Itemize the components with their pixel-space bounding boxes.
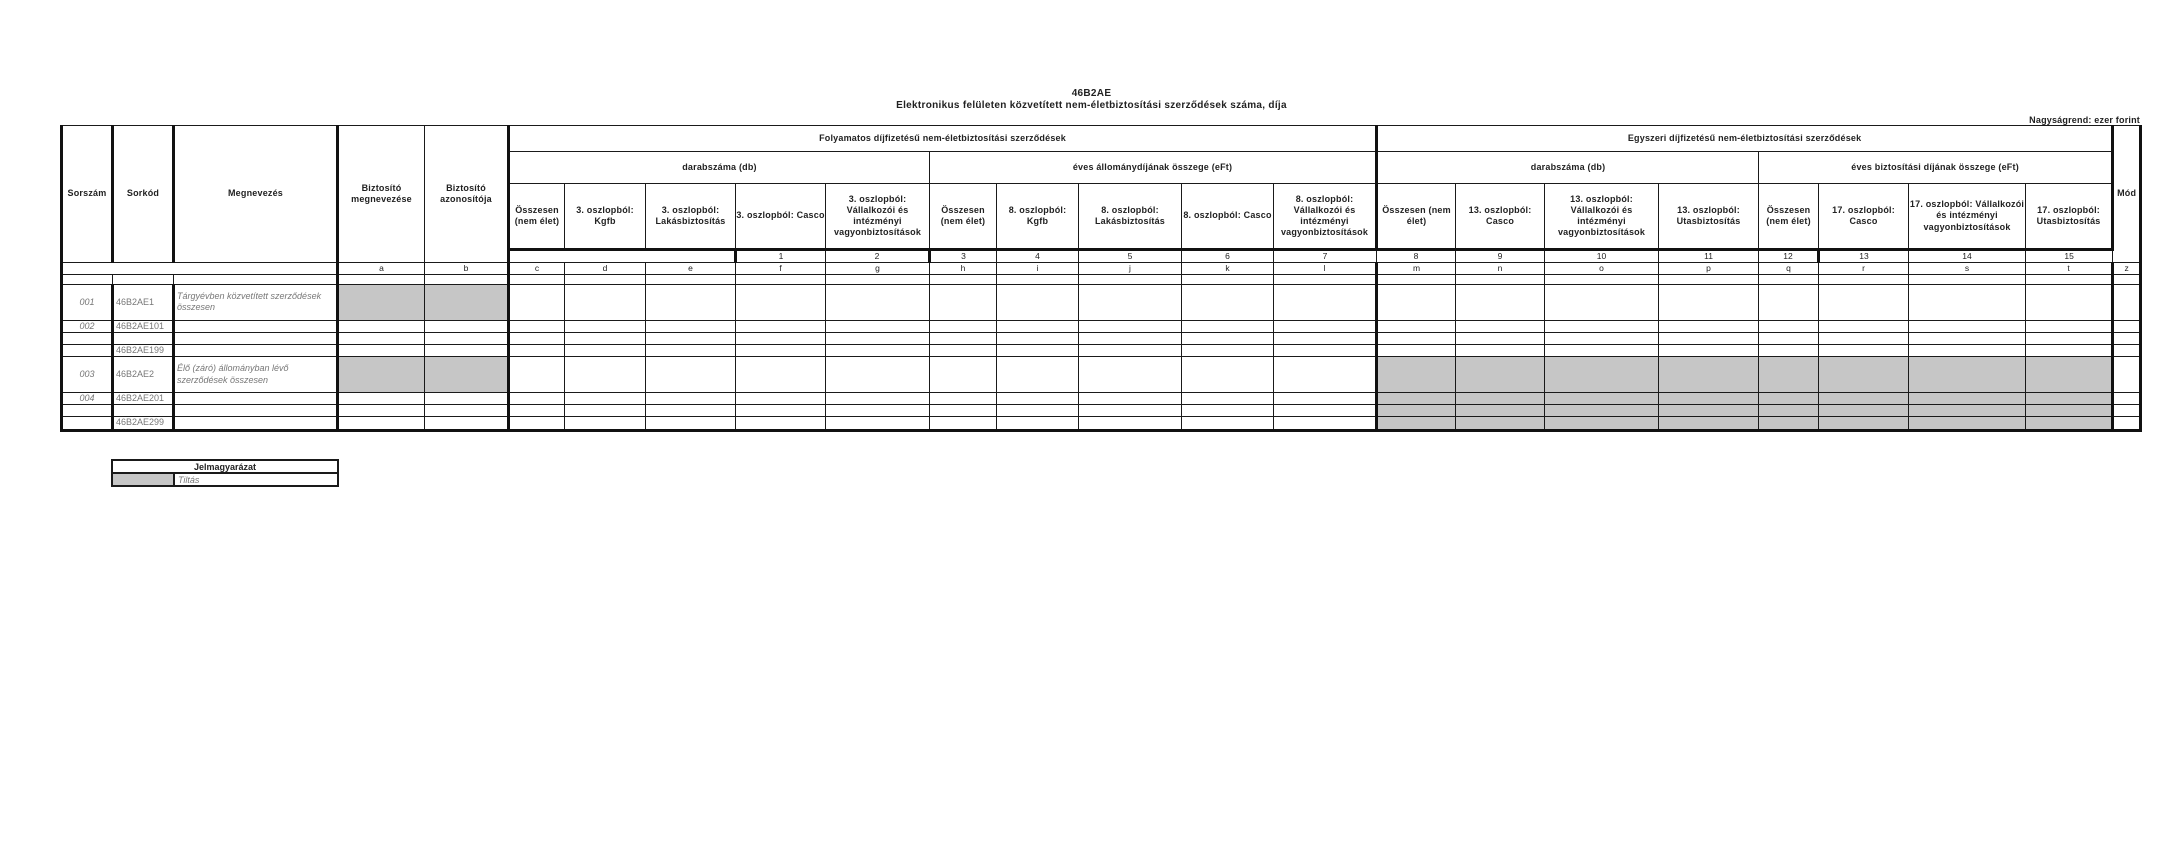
form-code: 46B2AE xyxy=(1071,88,1112,99)
form-title: Elektronikus felületen közvetített nem-életbiztosítási szerződések száma, díja xyxy=(896,100,1287,111)
data-cell xyxy=(1456,393,1545,405)
data-cell[interactable] xyxy=(1759,332,1819,344)
data-cell[interactable] xyxy=(509,417,565,430)
data-cell[interactable] xyxy=(1377,344,1456,356)
data-cell[interactable] xyxy=(509,393,565,405)
row-name xyxy=(174,320,338,332)
column-letter: q xyxy=(1759,262,1819,274)
data-cell[interactable] xyxy=(1545,284,1659,320)
data-cell[interactable] xyxy=(826,405,930,417)
data-cell xyxy=(1909,417,2026,430)
unit-note: Nagyságrend: ezer forint xyxy=(2029,115,2140,125)
data-cell[interactable] xyxy=(1819,344,1909,356)
data-cell[interactable] xyxy=(1274,405,1377,417)
column-letter: f xyxy=(736,262,826,274)
row-name xyxy=(174,332,338,344)
column-number: 8 xyxy=(1377,250,1456,263)
row-code: 46B2AE199 xyxy=(113,344,174,356)
column-header: 13. oszlopból: Vállalkozói és intézményi vagyonbiztosítások xyxy=(1545,184,1659,250)
column-letter: g xyxy=(826,262,930,274)
column-number: 1 xyxy=(736,250,826,263)
data-cell xyxy=(1659,405,1759,417)
column-letter: h xyxy=(930,262,997,274)
column-header: Összesen (nem élet) xyxy=(509,184,565,250)
data-cell[interactable] xyxy=(826,344,930,356)
column-number: 7 xyxy=(1274,250,1377,263)
column-letter: m xyxy=(1377,262,1456,274)
column-header: 8. oszlopból: Vállalkozói és intézményi vagyonbiztosítások xyxy=(1274,184,1377,250)
data-cell[interactable] xyxy=(2026,344,2113,356)
data-cell[interactable] xyxy=(2026,332,2113,344)
cell-biztosito-azonositoja[interactable] xyxy=(425,344,509,356)
data-cell[interactable] xyxy=(1456,320,1545,332)
table-row xyxy=(62,417,2141,430)
header-sub-allomanydij: éves állománydíjának összege (eFt) xyxy=(930,152,1377,184)
header-group-egyszeri: Egyszeri díjfizetésű nem-életbiztosítási szerződések xyxy=(1377,126,2113,152)
data-cell[interactable] xyxy=(1909,284,2026,320)
data-cell[interactable] xyxy=(1079,357,1182,393)
column-letter: j xyxy=(1079,262,1182,274)
data-cell xyxy=(1759,405,1819,417)
data-cell[interactable] xyxy=(736,332,826,344)
row-name xyxy=(174,393,338,405)
row-name: Élő (záró) állományban lévő szerződések összesen xyxy=(174,357,338,393)
column-letter: t xyxy=(2026,262,2113,274)
data-cell[interactable] xyxy=(509,344,565,356)
data-cell[interactable] xyxy=(1182,357,1274,393)
data-cell[interactable] xyxy=(997,357,1079,393)
column-number: 14 xyxy=(1909,250,2026,263)
data-cell[interactable] xyxy=(1079,320,1182,332)
data-cell xyxy=(1456,405,1545,417)
data-cell[interactable] xyxy=(826,320,930,332)
column-letter: s xyxy=(1909,262,2026,274)
header-sorkod: Sorkód xyxy=(113,126,174,263)
data-cell[interactable] xyxy=(1456,332,1545,344)
column-letter: b xyxy=(425,262,509,274)
data-cell[interactable] xyxy=(2026,284,2113,320)
data-cell xyxy=(1759,393,1819,405)
data-cell[interactable] xyxy=(1545,320,1659,332)
row-code xyxy=(113,332,174,344)
data-cell[interactable] xyxy=(1182,405,1274,417)
cell-biztosito-megnevezese xyxy=(338,357,425,393)
data-cell[interactable] xyxy=(1759,284,1819,320)
data-cell[interactable] xyxy=(997,284,1079,320)
column-header: 13. oszlopból: Casco xyxy=(1456,184,1545,250)
data-cell[interactable] xyxy=(930,332,997,344)
data-cell[interactable] xyxy=(646,344,736,356)
data-cell[interactable] xyxy=(826,393,930,405)
cell-biztosito-megnevezese[interactable] xyxy=(338,320,425,332)
column-letter: n xyxy=(1456,262,1545,274)
data-cell[interactable] xyxy=(509,284,565,320)
column-header: 3. oszlopból: Kgfb xyxy=(565,184,646,250)
data-cell xyxy=(1659,357,1759,393)
column-number: 11 xyxy=(1659,250,1759,263)
column-letter: l xyxy=(1274,262,1377,274)
data-cell[interactable] xyxy=(1909,320,2026,332)
data-cell xyxy=(1456,357,1545,393)
data-cell[interactable] xyxy=(509,357,565,393)
data-cell[interactable] xyxy=(1079,393,1182,405)
data-cell[interactable] xyxy=(930,357,997,393)
data-cell[interactable] xyxy=(1274,284,1377,320)
column-number: 10 xyxy=(1545,250,1659,263)
table-row xyxy=(62,332,2141,344)
row-number xyxy=(62,417,113,430)
cell-biztosito-azonositoja[interactable] xyxy=(425,320,509,332)
data-cell[interactable] xyxy=(646,405,736,417)
data-cell xyxy=(1545,393,1659,405)
row-number: 002 xyxy=(62,320,113,332)
column-letter: z xyxy=(2113,262,2141,274)
data-cell[interactable] xyxy=(646,417,736,430)
data-cell[interactable] xyxy=(930,417,997,430)
row-number xyxy=(62,405,113,417)
cell-biztosito-azonositoja[interactable] xyxy=(425,405,509,417)
header-biztosito-azonositoja: Biztosító azonosítója xyxy=(425,126,509,263)
data-cell[interactable] xyxy=(1819,320,1909,332)
data-cell[interactable] xyxy=(646,320,736,332)
data-cell xyxy=(1456,417,1545,430)
column-number: 6 xyxy=(1182,250,1274,263)
row-code: 46B2AE201 xyxy=(113,393,174,405)
column-header: 17. oszlopból: Utasbiztosítás xyxy=(2026,184,2113,250)
header-mod: Mód xyxy=(2113,126,2141,263)
legend-swatch xyxy=(112,473,174,486)
data-cell[interactable] xyxy=(1182,393,1274,405)
column-header: 8. oszlopból: Lakásbiztosítás xyxy=(1079,184,1182,250)
row-code: 46B2AE1 xyxy=(113,284,174,320)
data-cell[interactable] xyxy=(646,332,736,344)
data-cell[interactable] xyxy=(1377,332,1456,344)
legend xyxy=(111,459,339,487)
row-number: 001 xyxy=(62,284,113,320)
data-cell[interactable] xyxy=(1819,284,1909,320)
column-letter: o xyxy=(1545,262,1659,274)
data-cell xyxy=(2026,405,2113,417)
data-cell[interactable] xyxy=(1182,332,1274,344)
cell-mod[interactable] xyxy=(2113,405,2141,417)
header-group-folyamatos: Folyamatos díjfizetésű nem-életbiztosítási szerződések xyxy=(509,126,1377,152)
cell-biztosito-azonositoja xyxy=(425,357,509,393)
data-cell[interactable] xyxy=(1909,344,2026,356)
row-name xyxy=(174,417,338,430)
data-cell[interactable] xyxy=(736,405,826,417)
row-number: 004 xyxy=(62,393,113,405)
data-cell xyxy=(1545,357,1659,393)
legend-title: Jelmagyarázat xyxy=(112,460,338,473)
table-row xyxy=(62,344,2141,356)
data-cell[interactable] xyxy=(509,332,565,344)
data-cell xyxy=(1759,357,1819,393)
cell-mod[interactable] xyxy=(2113,284,2141,320)
data-cell[interactable] xyxy=(736,357,826,393)
table-row xyxy=(62,320,2141,332)
data-cell[interactable] xyxy=(1274,332,1377,344)
header-sub-darabszam-1: darabszáma (db) xyxy=(509,152,930,184)
data-cell[interactable] xyxy=(826,332,930,344)
row-name xyxy=(174,405,338,417)
data-cell[interactable] xyxy=(930,284,997,320)
column-header: 3. oszlopból: Lakásbiztosítás xyxy=(646,184,736,250)
column-header: Összesen (nem élet) xyxy=(930,184,997,250)
data-cell[interactable] xyxy=(1079,344,1182,356)
data-table xyxy=(60,125,2142,432)
cell-mod[interactable] xyxy=(2113,393,2141,405)
index-spacer xyxy=(62,262,338,274)
column-letter: p xyxy=(1659,262,1759,274)
data-cell[interactable] xyxy=(736,344,826,356)
data-cell[interactable] xyxy=(1819,332,1909,344)
data-cell xyxy=(1377,357,1456,393)
data-cell[interactable] xyxy=(997,405,1079,417)
column-header: Összesen (nem élet) xyxy=(1759,184,1819,250)
data-cell[interactable] xyxy=(1545,344,1659,356)
data-cell[interactable] xyxy=(646,284,736,320)
cell-biztosito-megnevezese[interactable] xyxy=(338,332,425,344)
column-number: 4 xyxy=(997,250,1079,263)
data-cell[interactable] xyxy=(1274,357,1377,393)
data-cell xyxy=(1659,393,1759,405)
header-sub-darabszam-2: darabszáma (db) xyxy=(1377,152,1759,184)
data-cell[interactable] xyxy=(565,393,646,405)
data-cell[interactable] xyxy=(997,417,1079,430)
cell-biztosito-megnevezese[interactable] xyxy=(338,344,425,356)
data-cell[interactable] xyxy=(1377,284,1456,320)
cell-mod[interactable] xyxy=(2113,417,2141,430)
data-cell[interactable] xyxy=(1079,405,1182,417)
spacer-row xyxy=(62,274,2141,284)
data-cell xyxy=(1377,417,1456,430)
column-number: 13 xyxy=(1819,250,1909,263)
data-cell[interactable] xyxy=(930,344,997,356)
column-letter: a xyxy=(338,262,425,274)
row-number xyxy=(62,332,113,344)
table-row xyxy=(62,357,2141,393)
data-cell[interactable] xyxy=(826,417,930,430)
data-cell[interactable] xyxy=(1182,417,1274,430)
cell-biztosito-azonositoja[interactable] xyxy=(425,332,509,344)
data-cell[interactable] xyxy=(1456,284,1545,320)
data-cell[interactable] xyxy=(509,320,565,332)
header-megnevezes: Megnevezés xyxy=(174,126,338,263)
data-cell xyxy=(1909,405,2026,417)
cell-biztosito-megnevezese[interactable] xyxy=(338,393,425,405)
data-cell xyxy=(1659,417,1759,430)
data-cell xyxy=(1759,417,1819,430)
data-cell[interactable] xyxy=(826,357,930,393)
data-cell[interactable] xyxy=(565,344,646,356)
data-cell[interactable] xyxy=(565,284,646,320)
data-cell[interactable] xyxy=(1182,284,1274,320)
column-header: Összesen (nem élet) xyxy=(1377,184,1456,250)
row-number xyxy=(62,344,113,356)
data-cell[interactable] xyxy=(930,393,997,405)
column-header: 13. oszlopból: Utasbiztosítás xyxy=(1659,184,1759,250)
data-cell xyxy=(2026,357,2113,393)
data-cell xyxy=(1545,405,1659,417)
data-cell[interactable] xyxy=(1079,417,1182,430)
column-number: 12 xyxy=(1759,250,1819,263)
data-cell xyxy=(1377,393,1456,405)
table-row xyxy=(62,284,2141,320)
column-number: 15 xyxy=(2026,250,2113,263)
legend-item-label: Tiltás xyxy=(174,473,338,486)
data-cell[interactable] xyxy=(1909,332,2026,344)
data-cell[interactable] xyxy=(997,332,1079,344)
column-number: 5 xyxy=(1079,250,1182,263)
data-cell[interactable] xyxy=(1759,344,1819,356)
column-letter: k xyxy=(1182,262,1274,274)
data-cell[interactable] xyxy=(1659,332,1759,344)
data-cell[interactable] xyxy=(1274,344,1377,356)
data-cell xyxy=(1377,405,1456,417)
data-cell[interactable] xyxy=(646,393,736,405)
data-cell[interactable] xyxy=(509,405,565,417)
data-cell[interactable] xyxy=(930,320,997,332)
data-cell[interactable] xyxy=(997,344,1079,356)
data-cell[interactable] xyxy=(565,320,646,332)
column-header: 8. oszlopból: Casco xyxy=(1182,184,1274,250)
data-cell[interactable] xyxy=(646,357,736,393)
data-cell xyxy=(1819,417,1909,430)
data-cell[interactable] xyxy=(2026,320,2113,332)
header-sub-biztositasi-dij: éves biztosítási díjának összege (eFt) xyxy=(1759,152,2113,184)
column-number: 3 xyxy=(930,250,997,263)
cell-mod[interactable] xyxy=(2113,320,2141,332)
cell-mod[interactable] xyxy=(2113,357,2141,393)
column-header: 17. oszlopból: Vállalkozói és intézményi vagyonbiztosítások xyxy=(1909,184,2026,250)
data-cell[interactable] xyxy=(1659,284,1759,320)
data-cell xyxy=(2026,417,2113,430)
column-letter: r xyxy=(1819,262,1909,274)
data-cell xyxy=(1819,405,1909,417)
data-cell[interactable] xyxy=(997,393,1079,405)
column-header: 8. oszlopból: Kgfb xyxy=(997,184,1079,250)
data-cell[interactable] xyxy=(736,320,826,332)
data-cell[interactable] xyxy=(736,284,826,320)
data-cell[interactable] xyxy=(565,357,646,393)
data-cell[interactable] xyxy=(930,405,997,417)
cell-biztosito-azonositoja[interactable] xyxy=(425,393,509,405)
column-letter: i xyxy=(997,262,1079,274)
data-cell[interactable] xyxy=(1182,320,1274,332)
cell-biztosito-megnevezese xyxy=(338,284,425,320)
column-letter: e xyxy=(646,262,736,274)
data-cell[interactable] xyxy=(1182,344,1274,356)
cell-mod[interactable] xyxy=(2113,344,2141,356)
header-sorszam: Sorszám xyxy=(62,126,113,263)
column-header: 17. oszlopból: Casco xyxy=(1819,184,1909,250)
data-cell[interactable] xyxy=(565,405,646,417)
data-cell xyxy=(1909,357,2026,393)
data-cell[interactable] xyxy=(1377,320,1456,332)
data-cell[interactable] xyxy=(1659,344,1759,356)
data-cell[interactable] xyxy=(1545,332,1659,344)
data-cell xyxy=(1545,417,1659,430)
data-cell xyxy=(1819,393,1909,405)
table-row xyxy=(62,393,2141,405)
column-number: 2 xyxy=(826,250,930,263)
row-code xyxy=(113,405,174,417)
cell-biztosito-megnevezese[interactable] xyxy=(338,405,425,417)
data-cell xyxy=(1819,357,1909,393)
data-cell[interactable] xyxy=(1759,320,1819,332)
cell-mod[interactable] xyxy=(2113,332,2141,344)
data-cell[interactable] xyxy=(1274,393,1377,405)
index-spacer xyxy=(509,250,736,263)
cell-biztosito-azonositoja[interactable] xyxy=(425,417,509,430)
data-cell[interactable] xyxy=(565,417,646,430)
data-cell xyxy=(1909,393,2026,405)
row-code: 46B2AE299 xyxy=(113,417,174,430)
row-number: 003 xyxy=(62,357,113,393)
header-biztosito-megnevezese: Biztosító megnevezése xyxy=(338,126,425,263)
data-cell[interactable] xyxy=(1659,320,1759,332)
data-cell[interactable] xyxy=(1456,344,1545,356)
cell-biztosito-megnevezese[interactable] xyxy=(338,417,425,430)
row-name: Tárgyévben közvetített szerződések összesen xyxy=(174,284,338,320)
table-row xyxy=(62,405,2141,417)
column-letter: c xyxy=(509,262,565,274)
column-header: 3. oszlopból: Vállalkozói és intézményi vagyonbiztosítások xyxy=(826,184,930,250)
column-letter: d xyxy=(565,262,646,274)
row-code: 46B2AE2 xyxy=(113,357,174,393)
data-cell[interactable] xyxy=(1079,332,1182,344)
row-code: 46B2AE101 xyxy=(113,320,174,332)
cell-biztosito-azonositoja xyxy=(425,284,509,320)
data-cell[interactable] xyxy=(565,332,646,344)
row-name xyxy=(174,344,338,356)
data-cell[interactable] xyxy=(736,417,826,430)
data-cell[interactable] xyxy=(997,320,1079,332)
column-number: 9 xyxy=(1456,250,1545,263)
data-cell[interactable] xyxy=(1079,284,1182,320)
data-cell[interactable] xyxy=(826,284,930,320)
column-header: 3. oszlopból: Casco xyxy=(736,184,826,250)
data-cell[interactable] xyxy=(1274,417,1377,430)
data-cell[interactable] xyxy=(1274,320,1377,332)
data-cell xyxy=(2026,393,2113,405)
data-cell[interactable] xyxy=(736,393,826,405)
